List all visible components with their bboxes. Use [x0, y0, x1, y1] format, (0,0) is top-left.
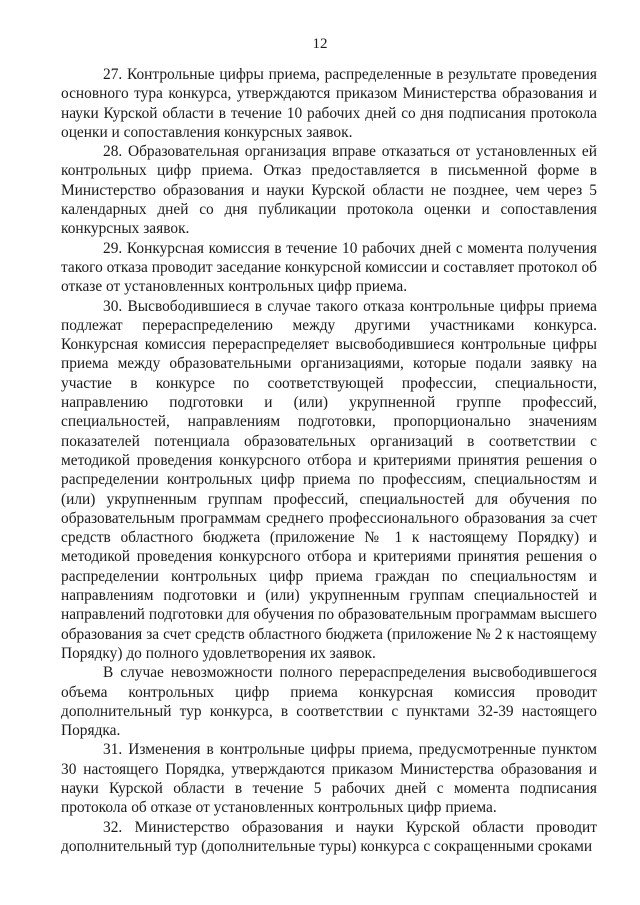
- paragraph-30-continuation: В случае невозможности полного перераспределения высвободившегося объема контрольных цифр приема конкурсная комиссия проводит дополнительный тур конкурса, в соответствии с пунктами 32-39 настоящего Порядка.: [61, 664, 597, 740]
- paragraph-31: 31. Изменения в контрольные цифры приема, предусмотренные пунктом 30 настоящего Порядка, утверждаются приказом Министерства образования и науки Курской области в течение 5 рабочих дней с момента подписания протокола об отказе от установленных контрольных цифр приема.: [61, 741, 597, 817]
- document-body: [61, 65, 597, 856]
- paragraph-29: 29. Конкурсная комиссия в течение 10 рабочих дней с момента получения такого отказа проводит заседание конкурсной комиссии и составляет протокол об отказе от установленных контрольных цифр приема.: [61, 239, 597, 296]
- paragraph-32: 32. Министерство образования и науки Курской области проводит дополнительный тур (дополнительные туры) конкурса с сокращенными сроками: [61, 818, 597, 855]
- page-number: 12: [312, 36, 328, 52]
- paragraph-27: 27. Контрольные цифры приема, распределенные в результате проведения основного тура конкурса, утверждаются приказом Министерства образования и науки Курской области в течение 10 рабочих дней со дня подписания протокола оценки и сопоставления конкурсных заявок.: [61, 66, 597, 141]
- paragraph-28: 28. Образовательная организация вправе отказаться от установленных ей контрольных цифр приема. Отказ предоставляется в письменной форме в Министерство образования и науки Курской области не позднее, чем через 5 календарных дней со дня публикации протокола оценки и сопоставления конкурсных заявок.: [61, 143, 597, 238]
- paragraph-30: 30. Высвободившиеся в случае такого отказа контрольные цифры приема подлежат перераспределению между другими участниками конкурса. Конкурсная комиссия перераспределяет высвободившиеся контрольные цифры приема между образовательными организациями, которые подали заявку на участие в конкурсе по соответствующей профессии, специальности, направлению подготовки и (или) укрупненной группе профессий, специальностей, направлениям подготовки, пропорционально значениям показателей потенциала образовательных организаций в соответствии с методикой проведения конкурсного отбора и критериями принятия решения о распределении контрольных цифр приема по профессиям, специальностям и (или) укрупненным группам профессий, специальностей для обучения по образовательным программам среднего профессионального образования за счет средств областного бюджета (приложение № 1 к настоящему Порядку) и методикой проведения конкурсного отбора и критериями принятия решения о распределении контрольных цифр приема граждан по специальностям и направлениям подготовки и (или) укрупненным группам специальностей и направлений подготовки для обучения по образовательным программам высшего образования за счет средств областного бюджета (приложение № 2 к настоящему Порядку) до полного удовлетворения их заявок.: [61, 297, 597, 662]
